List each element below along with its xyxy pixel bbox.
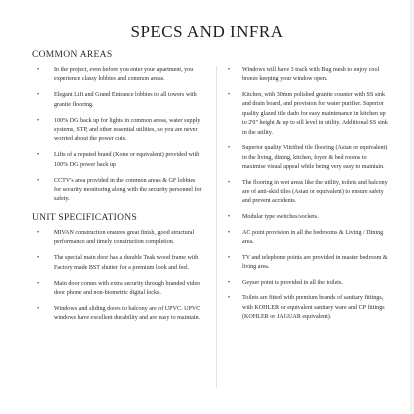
bullet-icon: • bbox=[228, 229, 231, 236]
list-item-text: MIVAN construction ensures great finish, good structural performance and timely construction completion. bbox=[54, 229, 195, 246]
list-item-text: 100% DG back up for lights in common areas, water supply systems, STP, and other essential utilities, so you are never worried about the power cuts. bbox=[54, 117, 201, 143]
bullet-icon: • bbox=[37, 117, 40, 124]
bullet-icon: • bbox=[37, 152, 40, 159]
list-item-text: Kitchen, with 30mm polished granite counter with SS sink and drain board, and provision for water purifier. Superior quality glazed tile dado for easy maintenance in kitchen up to 2'0" height & up to sill level in utility. Additional SS sink in the utility. bbox=[242, 92, 388, 136]
list-item-text: TV and telephone points are provided in master bedroom & living area. bbox=[242, 254, 388, 271]
list-item-text: AC point provision in all the bedrooms & Living / Dining area. bbox=[242, 229, 384, 246]
list-item-text: Windows and sliding doors to balcony are of UPVC. UPVC windows have excellent durability and are easy to maintain. bbox=[54, 305, 201, 322]
edge-strip bbox=[410, 0, 414, 414]
bullet-icon: • bbox=[228, 279, 231, 286]
bullet-icon: • bbox=[37, 67, 40, 73]
bullet-icon: • bbox=[228, 214, 231, 221]
common-areas-heading: COMMON AREAS bbox=[32, 50, 113, 60]
list-item bbox=[230, 91, 388, 138]
bullet-icon: • bbox=[37, 177, 40, 184]
column-divider bbox=[216, 66, 217, 388]
list-item bbox=[230, 144, 388, 172]
list-item bbox=[230, 294, 388, 322]
bullet-icon: • bbox=[37, 229, 40, 236]
bullet-icon: • bbox=[37, 255, 40, 262]
left-column bbox=[32, 50, 204, 330]
list-item bbox=[36, 91, 204, 110]
list-item bbox=[36, 280, 204, 299]
list-item bbox=[36, 254, 204, 273]
page-title: SPECS AND INFRA bbox=[130, 22, 284, 41]
list-item-text: The special main door has a durable Teak wood frame with Factory made BST shutter for a premium look and feel. bbox=[54, 255, 199, 271]
list-item-text: Modular type switches/sockets. bbox=[242, 214, 319, 221]
unit-specifications-list bbox=[36, 229, 204, 324]
bullet-icon: • bbox=[228, 145, 231, 152]
bullet-icon: • bbox=[228, 179, 231, 186]
bullet-icon: • bbox=[228, 295, 231, 302]
list-item bbox=[36, 117, 204, 145]
bullet-icon: • bbox=[228, 92, 231, 98]
list-item bbox=[230, 179, 388, 207]
list-item bbox=[36, 151, 204, 170]
list-item-text: The flooring in wet areas like the utility, toilets and balcony are of anti-skid tiles (Asian or equivalent) to ensure safety and prevent accidents. bbox=[242, 179, 388, 205]
list-item bbox=[230, 254, 388, 273]
list-item-text: Elegant Lift and Grand Entrance lobbies to all towers with granite flooring. bbox=[54, 92, 197, 108]
list-item-text: Geyser point is provided in all the toilets. bbox=[242, 279, 343, 286]
list-item bbox=[230, 229, 388, 248]
right-column bbox=[230, 66, 388, 329]
list-item-text: Superior quality Vitrified tile flooring (Asian or equivalent) in the living, dining, kitchen, foyer & bed rooms to maximise visual appeal while being very easy to maintain. bbox=[242, 145, 388, 171]
list-item-text: CCTV's area provided in the common areas & GF lobbies for security monitoring along with the security personnel for safety. bbox=[54, 177, 202, 203]
list-item-text: Toilets are fitted with premium brands of sanitary fittings, with KOHLER or equivalent sanitary ware and CP fittings (KOHLER or JAGUAR equivalent). bbox=[242, 295, 385, 321]
bullet-icon: • bbox=[228, 67, 231, 73]
list-item bbox=[230, 279, 388, 288]
list-item bbox=[36, 229, 204, 248]
common-areas-list bbox=[36, 66, 204, 205]
bullet-icon: • bbox=[37, 92, 40, 99]
bullet-icon: • bbox=[37, 280, 40, 287]
list-item-text: Main door comes with extra security through branded video door phone and non-biometric digital locks. bbox=[54, 280, 201, 296]
list-item bbox=[36, 177, 204, 205]
unit-specifications-heading: UNIT SPECIFICATIONS bbox=[32, 212, 138, 223]
list-item bbox=[230, 213, 388, 222]
list-item bbox=[36, 66, 204, 85]
bullet-icon: • bbox=[228, 254, 231, 261]
list-item-text: In the project, even before you enter your apartment, you experience classy lobbies and common areas. bbox=[54, 67, 194, 83]
right-specifications-list bbox=[230, 66, 388, 322]
list-item-text: Lifts of a reputed brand (Kone or equivalent) provided with 100% DG power back up bbox=[54, 152, 200, 168]
list-item-text: Windows will have 3 track with Bug mesh to enjoy cool breeze keeping your window open. bbox=[242, 67, 380, 83]
list-item bbox=[36, 305, 204, 324]
bullet-icon: • bbox=[37, 305, 40, 312]
list-item bbox=[230, 66, 388, 85]
